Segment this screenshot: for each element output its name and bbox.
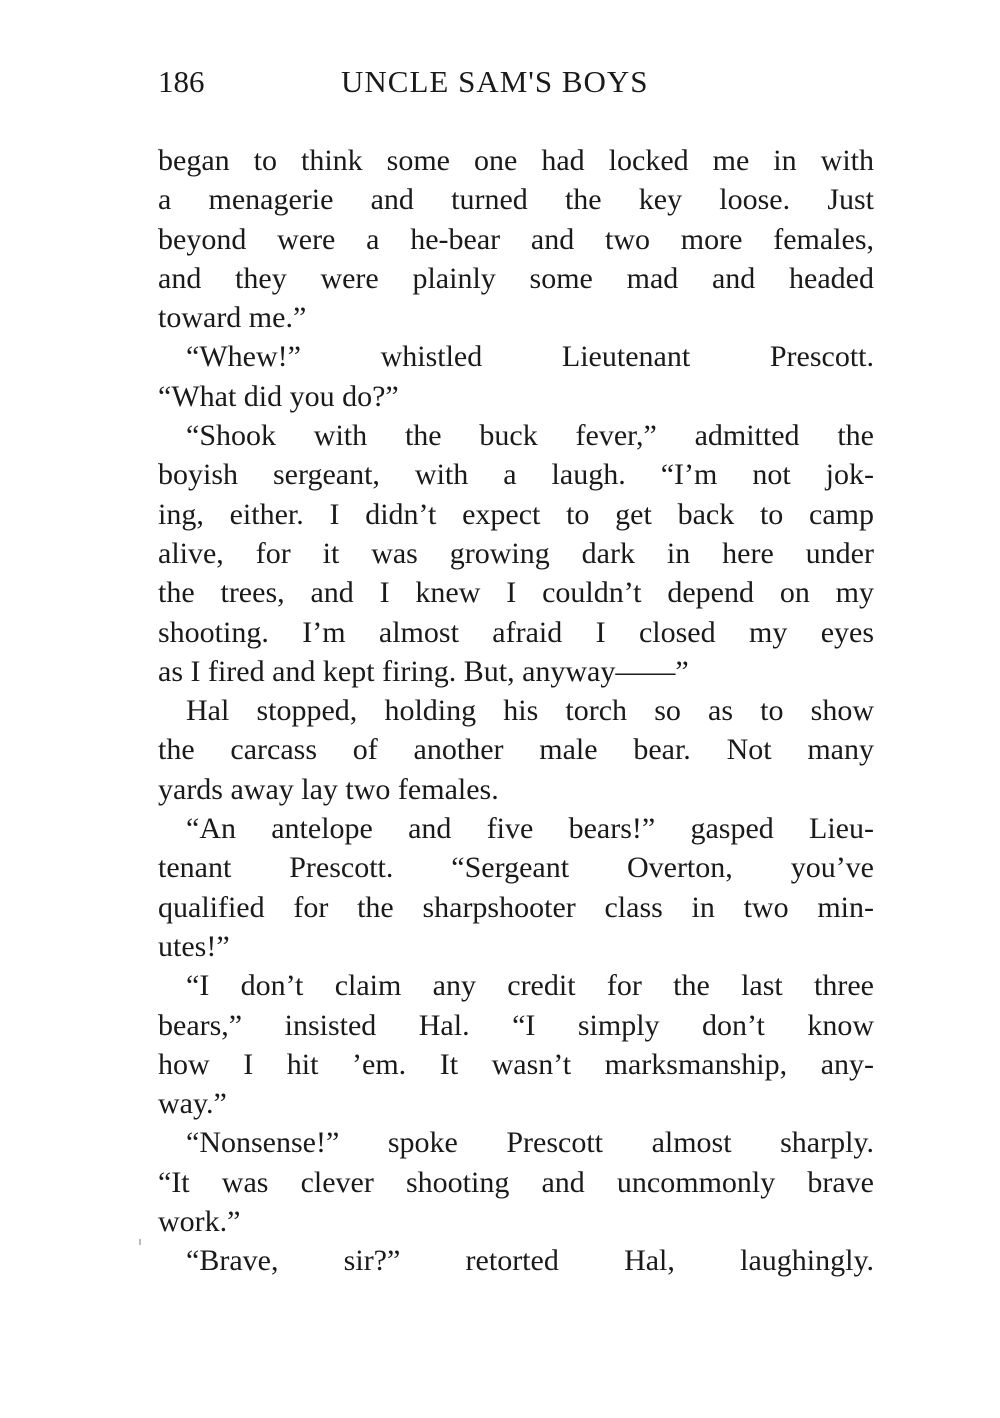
text-line: Hal stopped, holding his torch so as to show: [186, 694, 874, 728]
text-line: “I don’t claim any credit for the last three: [186, 969, 874, 1003]
text-line: began to think some one had locked me in with: [158, 144, 874, 177]
text-line: as I fired and kept firing. But, anyway——”: [158, 654, 689, 688]
text-line: work.”: [158, 1205, 241, 1239]
page-header: [158, 62, 874, 102]
text-line: qualified for the sharpshooter class in two min-: [158, 890, 874, 924]
text-line: yards away lay two females.: [158, 772, 499, 806]
text-line: utes!”: [158, 929, 230, 963]
text-line: boyish sergeant, with a laugh. “I’m not jok-: [158, 458, 874, 492]
running-title: UNCLE SAM'S BOYS: [341, 64, 649, 99]
text-line: alive, for it was growing dark in here under: [158, 536, 874, 570]
text-line: way.”: [158, 1087, 227, 1121]
text-line: shooting. I’m almost afraid I closed my eyes: [158, 615, 874, 649]
scan-speck: [139, 1239, 141, 1245]
text-line: “Nonsense!” spoke Prescott almost sharply.: [186, 1126, 874, 1160]
text-line: ing, either. I didn’t expect to get back to camp: [158, 497, 874, 531]
text-line: toward me.”: [158, 301, 307, 335]
text-line: “What did you do?”: [158, 379, 399, 413]
text-line: a menagerie and turned the key loose. Just: [158, 183, 874, 217]
text-line: “Brave, sir?” retorted Hal, laughingly.: [186, 1244, 874, 1278]
text-line: tenant Prescott. “Sergeant Overton, you’ve: [158, 851, 874, 885]
text-line: bears,” insisted Hal. “I simply don’t know: [158, 1008, 874, 1042]
text-line: the carcass of another male bear. Not many: [158, 733, 874, 767]
body-text: [158, 141, 874, 1281]
text-line: beyond were a he-bear and two more females,: [158, 222, 874, 256]
page-number: 186: [158, 64, 205, 99]
text-line: “It was clever shooting and uncommonly brave: [158, 1165, 874, 1199]
text-line: “An antelope and five bears!” gasped Lieu-: [186, 812, 874, 846]
text-line: “Shook with the buck fever,” admitted the: [186, 419, 874, 453]
text-line: “Whew!” whistled Lieutenant Prescott.: [186, 340, 874, 374]
text-line: and they were plainly some mad and headed: [158, 261, 874, 295]
text-line: the trees, and I knew I couldn’t depend on my: [158, 576, 874, 610]
text-line: how I hit ’em. It wasn’t marksmanship, any-: [158, 1047, 874, 1081]
